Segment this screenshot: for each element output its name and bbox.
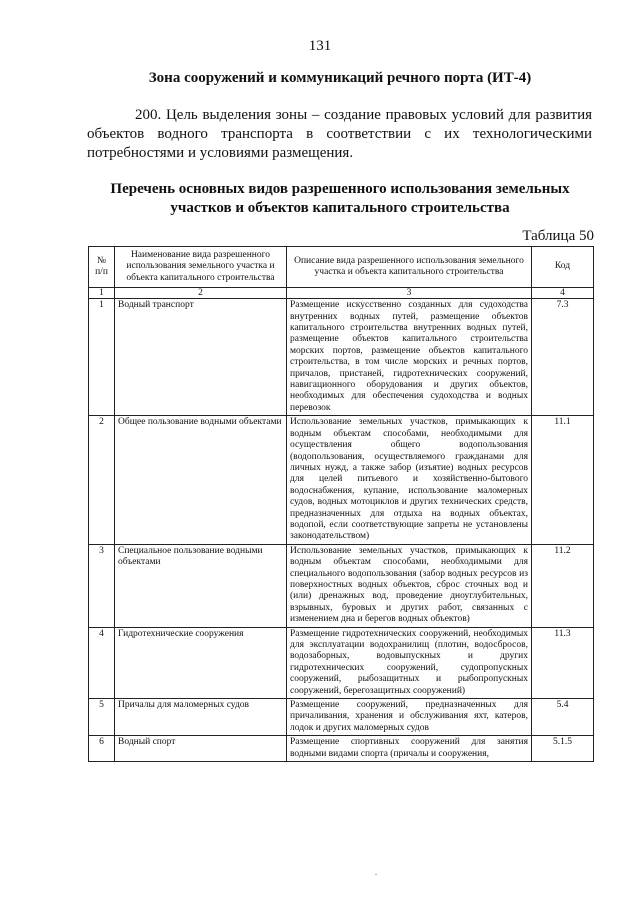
- use-description: Размещение спортивных сооружений для занятия водными видами спорта (причалы и сооружения,: [287, 736, 532, 762]
- table-header-row: [89, 247, 594, 288]
- column-number: 2: [115, 288, 287, 299]
- list-title: Перечень основных видов разрешенного использования земельных участков и объектов капитального строительства: [110, 181, 570, 216]
- table-row: [89, 627, 594, 698]
- table-row: [89, 736, 594, 762]
- use-name: Водный спорт: [115, 736, 287, 762]
- row-number: 2: [89, 416, 115, 544]
- header-no: № п/п: [89, 247, 115, 288]
- table-label: Таблица 50: [522, 228, 594, 244]
- use-name: Гидротехнические сооружения: [115, 627, 287, 698]
- table-row: [89, 299, 594, 416]
- use-code: 7.3: [532, 299, 594, 416]
- use-description: Использование земельных участков, примыкающих к водным объектам способами, необходимыми для осуществления общего водопользования (водопользования, осуществляемого гражданами для личных нужд, а также забор (изъятие) водных ресурсов для целей питьевого и хозяйственно-бытового водоснабжения, купание, использование маломерных судов, водных мотоциклов и других технических средств, предназначенных для отдыха на водных объектах, водопой, если соответствующие запреты не установлены законодательством): [287, 416, 532, 544]
- row-number: 3: [89, 544, 115, 627]
- use-name: Специальное пользование водными объектами: [115, 544, 287, 627]
- header-code: Код: [532, 247, 594, 288]
- use-code: 5.4: [532, 699, 594, 736]
- row-number: 6: [89, 736, 115, 762]
- scan-mark: .: [375, 868, 377, 877]
- header-name: Наименование вида разрешенного использования земельного участка и объекта капитального строительства: [115, 247, 287, 288]
- row-number: 4: [89, 627, 115, 698]
- header-description: Описание вида разрешенного использования земельного участка и объекта капитального строительства: [287, 247, 532, 288]
- use-description: Размещение сооружений, предназначенных для причаливания, хранения и обслуживания яхт, катеров, лодок и других маломерных судов: [287, 699, 532, 736]
- zone-title: Зона сооружений и коммуникаций речного порта (ИТ-4): [148, 70, 532, 86]
- column-number: 3: [287, 288, 532, 299]
- use-description: Размещение искусственно созданных для судоходства внутренних водных путей, размещение объектов капитального строительства внутренних водных путей, размещение объектов капитального строительства морских портов, размещение объектов капитального строительства, в том числе морских и речных портов, причалов, пристаней, гидротехнических сооружений, навигационного оборудования и других объектов, необходимых для обеспечения судоходства и водных перевозок: [287, 299, 532, 416]
- use-code: 11.2: [532, 544, 594, 627]
- column-number-row: [89, 288, 594, 299]
- use-description: Размещение гидротехнических сооружений, необходимых для эксплуатации водохранилищ (плотин, водосбросов, водозаборных, водовыпускных и других гидротехнических сооружений, судопропускных сооружений, рыбозащитных и рыбопропускных сооружений, берегозащитных сооружений): [287, 627, 532, 698]
- land-use-table: [88, 246, 594, 762]
- use-code: 5.1.5: [532, 736, 594, 762]
- use-code: 11.3: [532, 627, 594, 698]
- table-row: [89, 699, 594, 736]
- use-name: Общее пользование водными объектами: [115, 416, 287, 544]
- column-number: 4: [532, 288, 594, 299]
- table-row: [89, 416, 594, 544]
- use-name: Причалы для маломерных судов: [115, 699, 287, 736]
- column-number: 1: [89, 288, 115, 299]
- use-name: Водный транспорт: [115, 299, 287, 416]
- use-description: Использование земельных участков, примыкающих к водным объектам способами, необходимыми для специального водопользования (забор водных ресурсов из поверхностных водных объектов, сброс сточных вод и (или) дренажных вод, проведение дноуглубительных, взрывных, буровых и других работ, связанных с изменением дна и берегов водных объектов): [287, 544, 532, 627]
- row-number: 5: [89, 699, 115, 736]
- row-number: 1: [89, 299, 115, 416]
- use-code: 11.1: [532, 416, 594, 544]
- purpose-paragraph: 200. Цель выделения зоны – создание правовых условий для развития объектов водного транспорта в соответствии с их технологическими потребностями и условиями размещения.: [87, 107, 592, 161]
- table-row: [89, 544, 594, 627]
- page-number: 131: [308, 38, 332, 54]
